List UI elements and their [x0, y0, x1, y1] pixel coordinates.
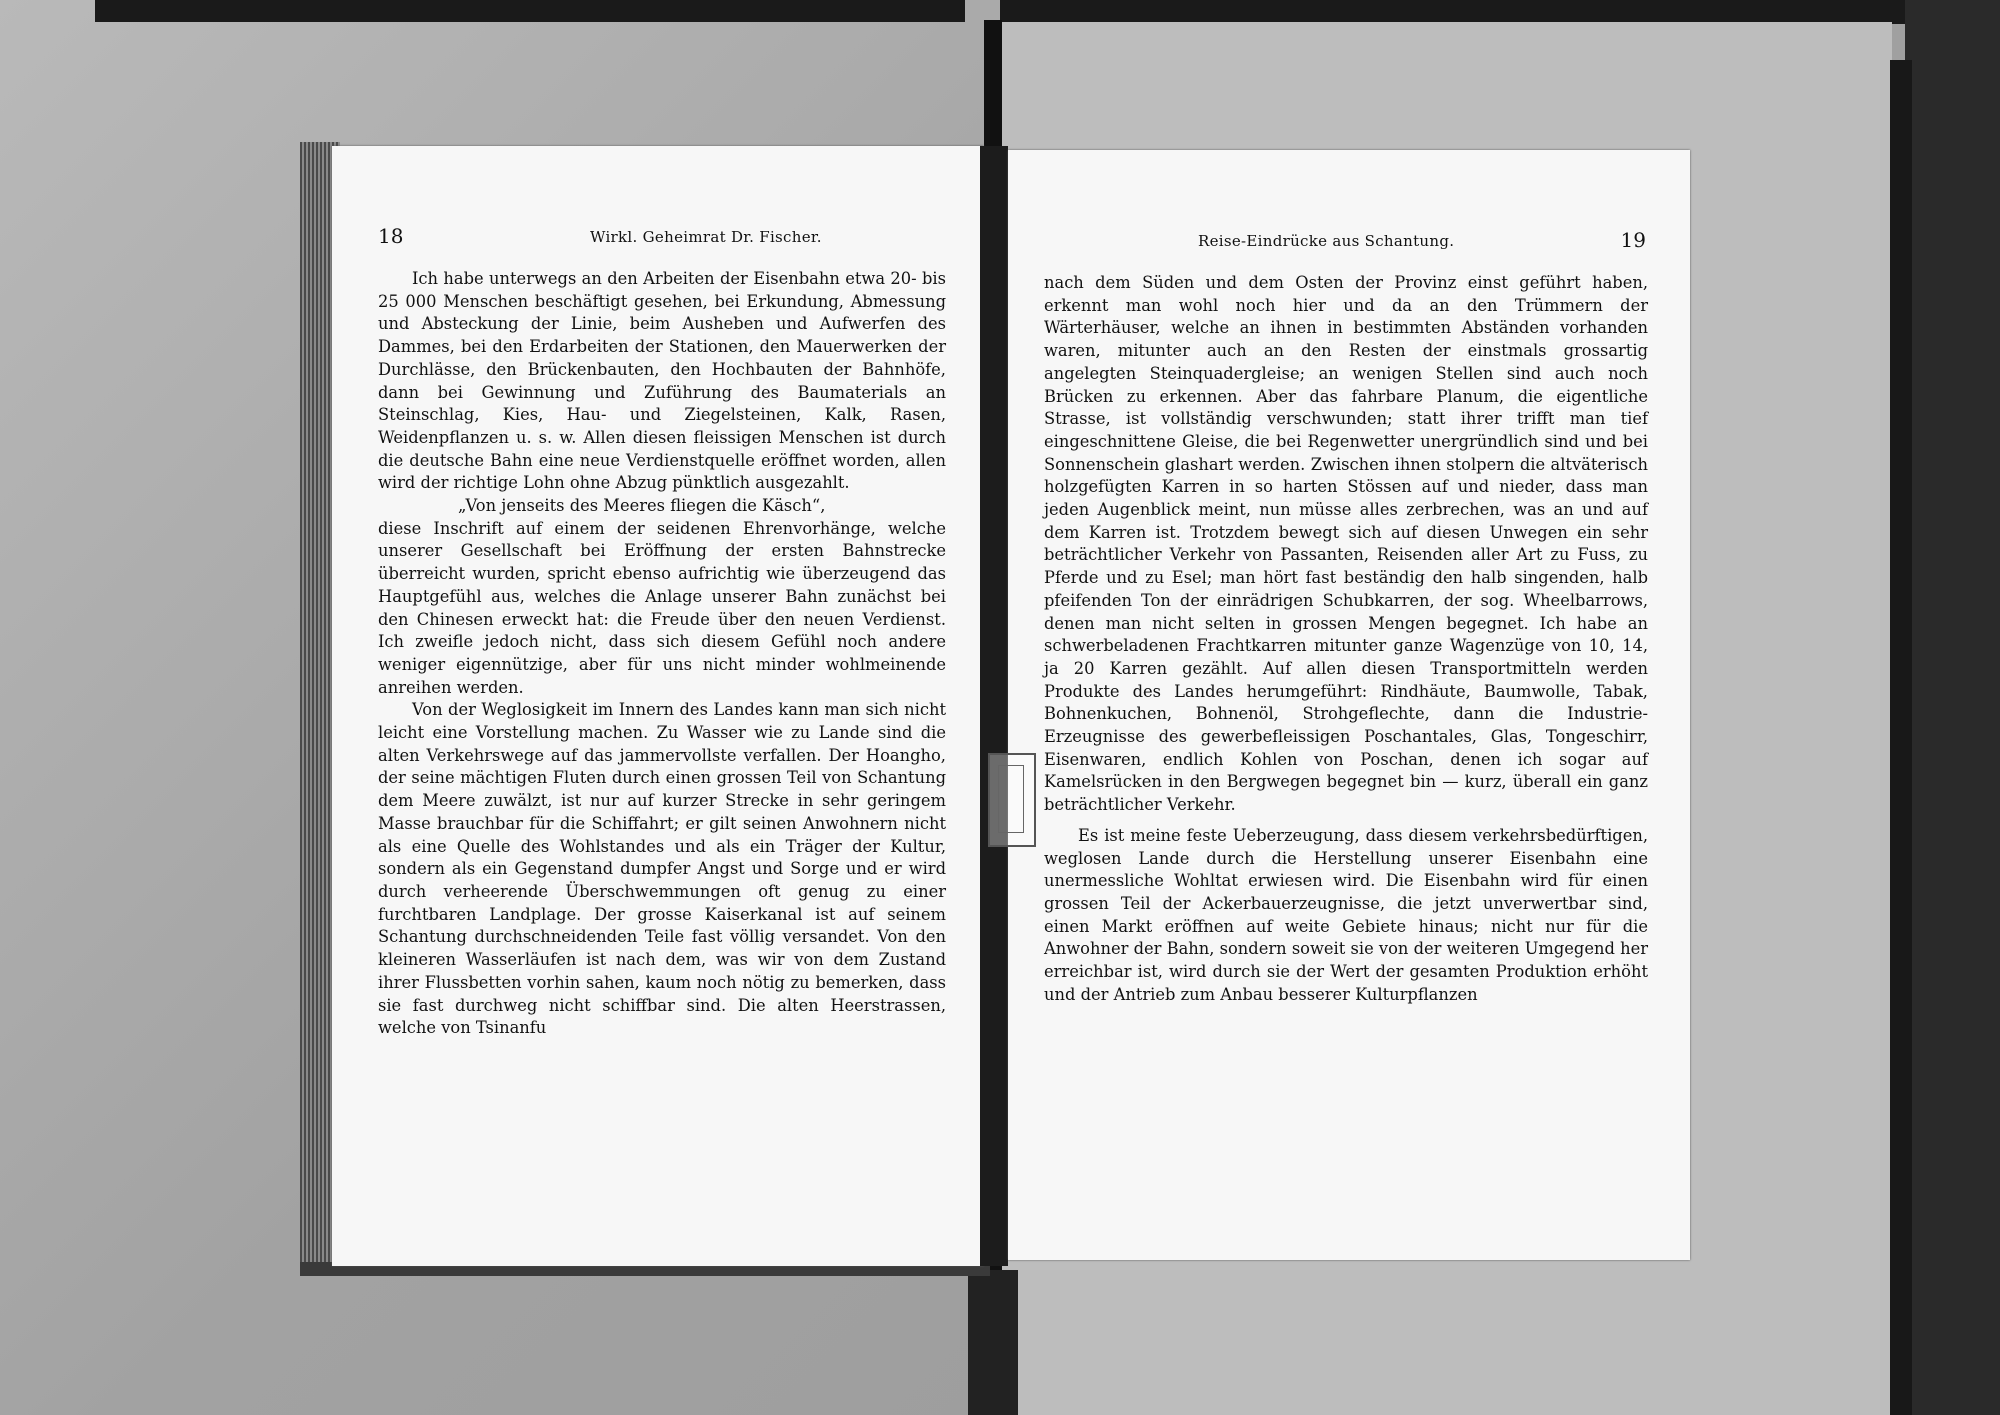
left-page-header — [332, 224, 984, 252]
quotation-line: „Von jenseits des Meeres fliegen die Käsch“, — [458, 496, 826, 516]
page-number: 18 — [378, 224, 404, 248]
scan-border-top-right — [1000, 0, 2000, 24]
page-number: 19 — [1620, 228, 1646, 252]
left-page-body — [378, 268, 946, 1040]
right-page-body — [1044, 272, 1648, 1007]
paragraph: diese Inschrift auf einem der seidenen Ehrenvorhänge, welche unserer Gesellschaft bei Eröffnung der ersten Bahnstrecke überreicht wurden, spricht ebenso aufrichtig wie überzeugend das Hauptgefühl aus, welches die Anlage unserer Bahn zunächst bei den Chinesen erweckt hat: die Freude über den neuen Verdienst. Ich zweifle jedoch nicht, dass sich diesem Gefühl noch andere weniger eigennützige, aber für uns nicht minder wohlmeinende anreihen werden. — [378, 518, 946, 697]
scan-border-top-left — [95, 0, 965, 22]
paragraph: Von der Weglosigkeit im Innern des Landes kann man sich nicht leicht eine Vorstellung machen. Zu Wasser wie zu Lande sind die alten Verkehrswege auf das jammervollste verfallen. Der Hoangho, der seine mächtigen Fluten durch einen grossen Teil von Schantung dem Meere zuwälzt, ist nur auf kurzer Strecke in sehr geringem Masse brauchbar für die Schiffahrt; er gilt seinen Anwohnern nicht als eine Quelle des Wohlstandes und als ein Träger der Kultur, sondern als ein Gegenstand dumpfer Angst und Sorge und er wird durch verheerende Überschwemmungen oft genug zu einer furchtbaren Landplage. Der grosse Kaiserkanal ist auf seinem Schantung durchschneidenden Teile fast völlig versandet. Von den kleineren Wasserläufen ist nach dem, was wir von dem Zustand ihrer Flussbetten vorhin sahen, kaum noch nötig zu bemerken, dass sie fast durchweg nicht schiffbar sind. Die alten Heerstrassen, welche von Tsinanfu — [378, 700, 946, 1038]
paragraph: Es ist meine feste Ueberzeugung, dass diesem verkehrsbedürftigen, weglosen Lande durch die Herstellung unserer Eisenbahn eine unermessliche Wohltat erwiesen wird. Die Eisenbahn wird für einen grossen Teil der Ackerbauerzeugnisse, die jetzt unverwertbar sind, einen Markt eröffnen auf weite Gebiete hinaus; nicht nur für die Anwohner der Bahn, sondern soweit sie von der weiteren Umgegend her erreichbar ist, wird durch sie der Wert der gesamten Produktion erhöht und der Antrieb zum Anbau besserer Kulturpflanzen — [1044, 825, 1648, 1004]
running-head: Wirkl. Geheimrat Dr. Fischer. — [590, 228, 822, 246]
seal-frame — [988, 753, 1036, 847]
library-seal-icon — [982, 740, 1042, 860]
left-page — [332, 146, 984, 1266]
page-gutter — [980, 146, 1008, 1266]
right-page — [1008, 150, 1690, 1260]
right-page-header — [1008, 228, 1690, 256]
book-spine-lower — [968, 1270, 1018, 1415]
paragraph: Ich habe unterwegs an den Arbeiten der Eisenbahn etwa 20- bis 25 000 Menschen beschäftigt gesehen, bei Erkundung, Abmessung und Absteckung der Linie, beim Ausheben und Aufwerfen des Dammes, bei den Erdarbeiten der Stationen, den Mauerwerken der Durchlässe, den Brückenbauten, den Hochbauten der Bahnhöfe, dann bei Gewinnung und Zuführung des Baumaterials an Steinschlag, Kies, Hau- und Ziegelsteinen, Kalk, Rasen, Weidenpflanzen u. s. w. Allen diesen fleissigen Menschen ist durch die deutsche Bahn eine neue Verdienstquelle eröffnet worden, allen wird der richtige Lohn ohne Abzug pünktlich ausgezahlt. — [378, 269, 946, 493]
scan-border-right-inner — [1890, 60, 1912, 1415]
running-head: Reise-Eindrücke aus Schantung. — [1198, 232, 1455, 250]
scan-border-right — [1905, 0, 2000, 1415]
paragraph: nach dem Süden und dem Osten der Provinz einst geführt haben, erkennt man wohl noch hier und da an den Trümmern der Wärterhäuser, welche an ihnen in bestimmten Abständen vorhanden waren, mitunter auch an den Resten der einstmals grossartig angelegten Steinquadergleise; an wenigen Stellen sind auch noch Brücken zu erkennen. Aber das fahrbare Planum, die eigentliche Strasse, ist vollständig verschwunden; statt ihrer trifft man tief eingeschnittene Gleise, die bei Regenwetter unergründlich sind und bei Sonnenschein glashart werden. Zwischen ihnen stolpern die altväterisch holzgefügten Karren in so harten Stössen auf und nieder, dass man jeden Augenblick meint, nun müsse alles zerbrechen, was an und auf dem Karren ist. Trotzdem bewegt sich auf diesen Unwegen ein sehr beträchtlicher Verkehr von Passanten, Reisenden aller Art zu Fuss, zu Pferde und zu Esel; man hört fast beständig den halb singenden, halb pfeifenden Ton der einrädrigen Schubkarren, der sog. Wheelbarrows, denen man nicht selten in grossen Mengen begegnet. Ich habe an schwerbeladenen Frachtkarren mitunter ganze Wagenzüge von 10, 14, ja 20 Karren gezählt. Auf allen diesen Transportmitteln werden Produkte des Landes herumgeführt: Rindhäute, Baumwolle, Tabak, Bohnenkuchen, Bohnenöl, Strohgeflechte, dann die Industrie-Erzeugnisse des gewerbefleissigen Poschantales, Glas, Tongeschirr, Eisenwaren, endlich Kohlen von Poschan, denen ich sogar auf Kamelsrücken in den Bergwegen begegnet bin — kurz, überall ein ganz beträchtlicher Verkehr. — [1044, 273, 1648, 815]
